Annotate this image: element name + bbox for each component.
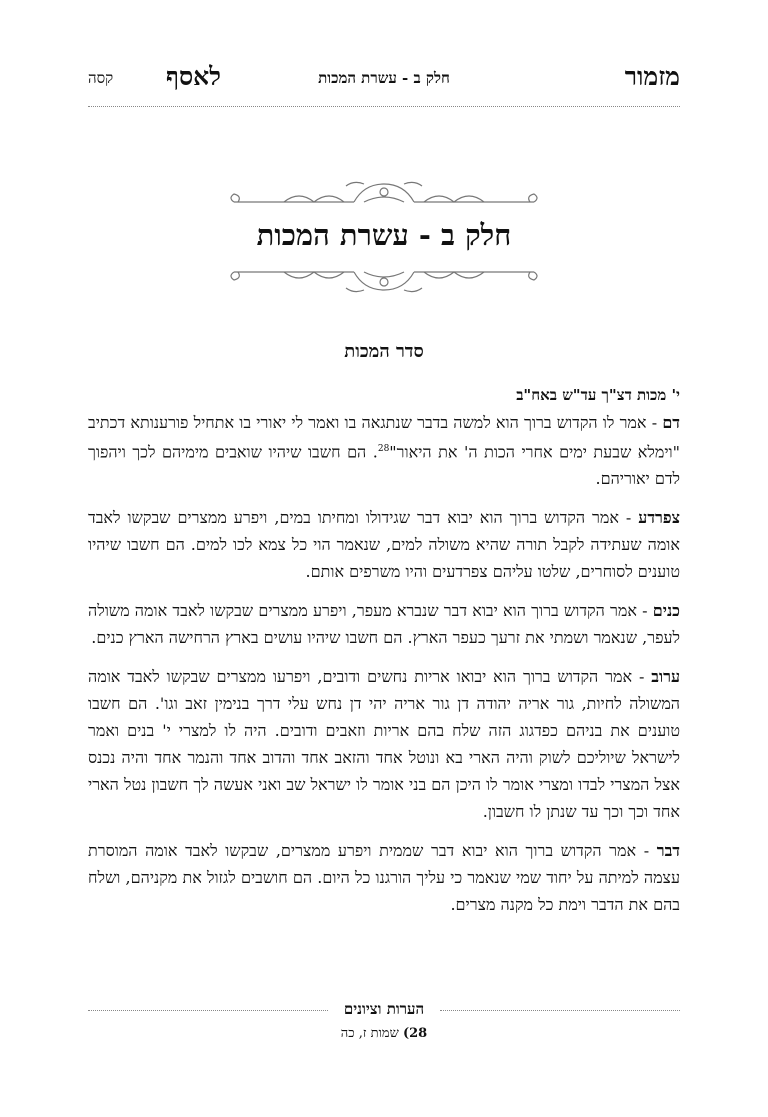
term-blood: דם [662, 413, 680, 432]
paragraph-text: - אמר הקדוש ברוך הוא יבוא דבר שנברא מעפר, ויפרע ממצרים שבקשו לאבד אומה משולה לעפר, שנאמר ושמתי את זרעך כעפר הארץ. הם חשבו שיהיו עושים בארץ הרחישה הארץ כנים. [88, 601, 680, 648]
footnote-number: 28) [402, 1026, 428, 1041]
paragraph-wild-beasts [88, 663, 680, 825]
notes-divider-left [88, 1010, 328, 1011]
term-pestilence: דבר [656, 841, 680, 861]
section-title: סדר המכות [344, 341, 424, 362]
paragraph-frogs [88, 504, 680, 585]
header-right-title: מזמור [624, 62, 680, 91]
main-text [88, 382, 680, 930]
header-divider [88, 106, 680, 107]
footnote [88, 1025, 680, 1041]
term-frogs: צפרדע [638, 508, 680, 528]
plagues-subtitle: י' מכות דצ"ך עד"ש באח"ב [516, 386, 680, 404]
paragraph-lice [88, 597, 680, 651]
term-wild-beasts: ערוב [651, 667, 680, 687]
paragraph-text: - אמר הקדוש ברוך הוא יבוא דבר שגידולו ומחיתו במים, ויפרע ממצרים שבקשו לאבד אומה שעתידה לקבל תורה שהיא משולה למים, שנאמר הוי כל צמא לכו למים. הם חשבו שיהיו טוענים לסוחרים, שלטו עליהם צפרדעים והיו משרפים אותם. [88, 508, 680, 582]
term-lice: כנים [652, 601, 680, 621]
paragraph-pestilence [88, 837, 680, 918]
paragraph-text: . הם חשבו שיהיו שואבים מימיהם לכך ויהפוך לדם יאוריהם. [88, 442, 680, 489]
paragraph-text: - אמר לו הקדוש ברוך הוא למשה בדבר שנתגאה בו ואמר לי יאורי בו אתחיל פורענותא דכתיב "וימלא שבעת ימים אחרי הכות ה' את היאור" [88, 413, 680, 462]
notes-separator [88, 1000, 680, 1020]
footnote-text: שמות ז, כה [340, 1026, 403, 1041]
bottom-ornament-icon [224, 262, 544, 296]
paragraph-text: - אמר הקדוש ברוך הוא יבוא דבר שממית ויפרע ממצרים, שבקשו לאבד אומה המוסרת עצמה למיתה על יחוד שמי שנאמר כי עליך הורגנו כל היום. הם חושבים לגזול את מקניהם, ושלח בהם את הדבר וימת כל מקנה מצרים. [88, 841, 680, 915]
header-chapter-title: חלק ב - עשרת המכות [318, 69, 450, 87]
running-header [88, 62, 680, 96]
chapter-title: חלק ב - עשרת המכות [256, 218, 512, 252]
paragraph-text: - אמר הקדוש ברוך הוא יבואו אריות נחשים ודובים, ויפרעו ממצרים שבקשו לאבד אומה המשולה לחיות, גור אריה יהודה דן גור אריה יהי דן נחש עלי דרך בנימין זאב וגו'. הם חשבו טוענים את בניהם כפדגוג הזה שלח בהם אריות וזאבים ודובים. היה לו למצרי י' בנים ואמר לישראל שיוליכם לשוק והיה הארי בא ונוטל אחד והזאב אחד והדוב אחד והנמר אחד והיה נכנס אצל המצרי לבדו ומצרי אומר לו היכן הם בני אומר לו ישראל שב ואני אעשה לך חשבון נטל הארי אחד וכך וכך עד שנתן לו חשבון. [88, 667, 681, 822]
page-number: קסה [88, 69, 114, 87]
header-left-title: לאסף [166, 62, 221, 91]
paragraph-blood [88, 409, 680, 492]
footnote-ref[interactable]: 28 [377, 444, 390, 454]
notes-label: הערות וציונים [343, 1000, 425, 1018]
top-ornament-icon [224, 178, 544, 212]
